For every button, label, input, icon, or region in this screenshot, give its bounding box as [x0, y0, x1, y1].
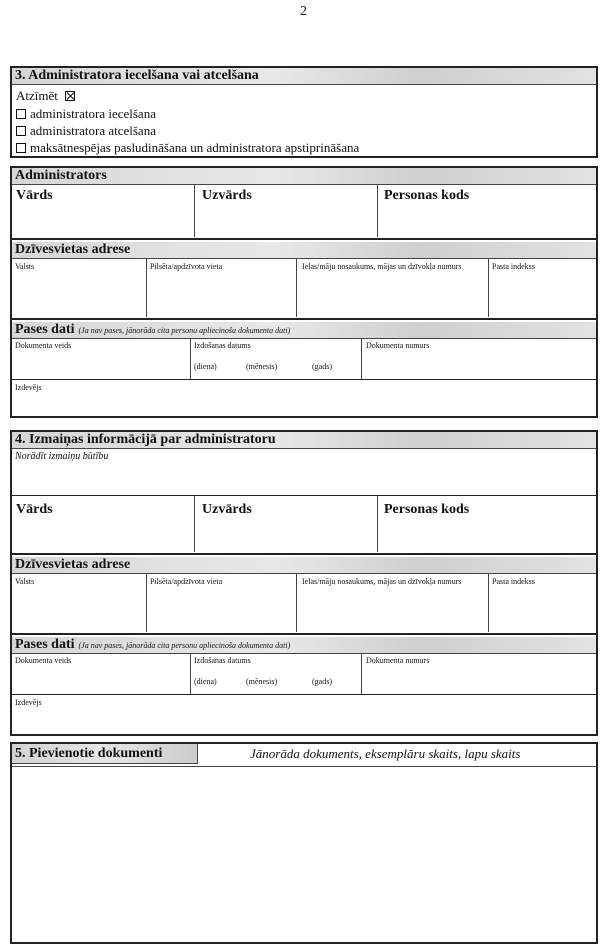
doc-number-label: Dokumenta numurs [366, 341, 430, 350]
option-dismissal-label: administratora atcelšana [30, 123, 156, 138]
option-appointment[interactable] [16, 106, 156, 122]
year-label: (gads) [312, 362, 332, 371]
passport-title [12, 322, 596, 339]
s4-surname-label: Uzvārds [202, 502, 252, 517]
mark-label: Atzīmēt [16, 88, 58, 103]
option-insolvency[interactable] [16, 140, 359, 156]
section-5-attachments [10, 742, 598, 944]
s4-doc-type-label: Dokumenta veids [15, 656, 72, 665]
doc-type-label: Dokumenta veids [15, 341, 72, 350]
changes-hint: Norādīt izmaiņu būtību [15, 451, 109, 462]
street-label: Ielas/māju nosaukums, mājas un dzīvokļa numurs [302, 262, 462, 271]
s4-day-label: (diena) [194, 677, 217, 686]
administrator-title: Administrators [12, 168, 596, 185]
section-3-title: 3. Administratora iecelšana vai atcelšana [12, 68, 596, 85]
s4-month-label: (mēnesis) [246, 677, 278, 686]
personal-code-label: Personas kods [384, 188, 470, 203]
section-5-note: Jānorāda dokuments, eksemplāru skaits, lapu skaits [250, 746, 521, 761]
option-insolvency-label: maksātnespējas pasludināšana un administratora apstiprināšana [30, 140, 360, 155]
surname-label: Uzvārds [202, 188, 252, 203]
section-5-title: 5. Pievienotie dokumenti [12, 744, 198, 764]
checked-box-icon [65, 91, 75, 101]
section-4-changes [10, 430, 598, 736]
checkbox-insolvency[interactable] [16, 143, 26, 153]
country-label: Valsts [15, 262, 35, 271]
name-label: Vārds [16, 188, 53, 203]
mark-instruction [16, 88, 79, 104]
s4-street-label: Ielas/māju nosaukums, mājas un dzīvokļa numurs [302, 577, 462, 586]
attachments-area[interactable] [12, 767, 596, 942]
checkbox-dismissal[interactable] [16, 126, 26, 136]
s4-personal-code-label: Personas kods [384, 502, 470, 517]
s4-doc-number-label: Dokumenta numurs [366, 656, 430, 665]
s4-city-label: Pilsēta/apdzīvota vieta [150, 577, 223, 586]
s4-passport-title-text: Pases dati [15, 637, 75, 652]
option-appointment-label: administratora iecelšana [30, 106, 156, 121]
administrator-block [10, 166, 598, 418]
month-label: (mēnesis) [246, 362, 278, 371]
passport-title-text: Pases dati [15, 322, 75, 337]
checkbox-appointment[interactable] [16, 109, 26, 119]
section-4-title: 4. Izmaiņas informācijā par administratoru [12, 432, 596, 449]
s4-address-title: Dzīvesvietas adrese [12, 557, 596, 574]
s4-country-label: Valsts [15, 577, 35, 586]
day-label: (diena) [194, 362, 217, 371]
issuer-label: Izdevējs [15, 383, 42, 392]
s4-issuer-label: Izdevējs [15, 698, 42, 707]
issue-date-label: Izdošanas datums [194, 341, 251, 350]
page-number: 2 [300, 4, 307, 19]
passport-note: (Ja nav pases, jānorāda cita personu apliecinoša dokumenta dati) [78, 326, 291, 335]
s4-issue-date-label: Izdošanas datums [194, 656, 251, 665]
postcode-label: Pasta indekss [492, 262, 535, 271]
option-dismissal[interactable] [16, 123, 156, 139]
address-title: Dzīvesvietas adrese [12, 242, 596, 259]
city-label: Pilsēta/apdzīvota vieta [150, 262, 223, 271]
section-3-appointment [10, 66, 598, 158]
s4-name-label: Vārds [16, 502, 53, 517]
s4-postcode-label: Pasta indekss [492, 577, 535, 586]
s4-year-label: (gads) [312, 677, 332, 686]
s4-passport-title [12, 637, 596, 654]
s4-passport-note: (Ja nav pases, jānorāda cita personu apliecinoša dokumenta dati) [78, 641, 291, 650]
section-5-header [12, 744, 596, 767]
